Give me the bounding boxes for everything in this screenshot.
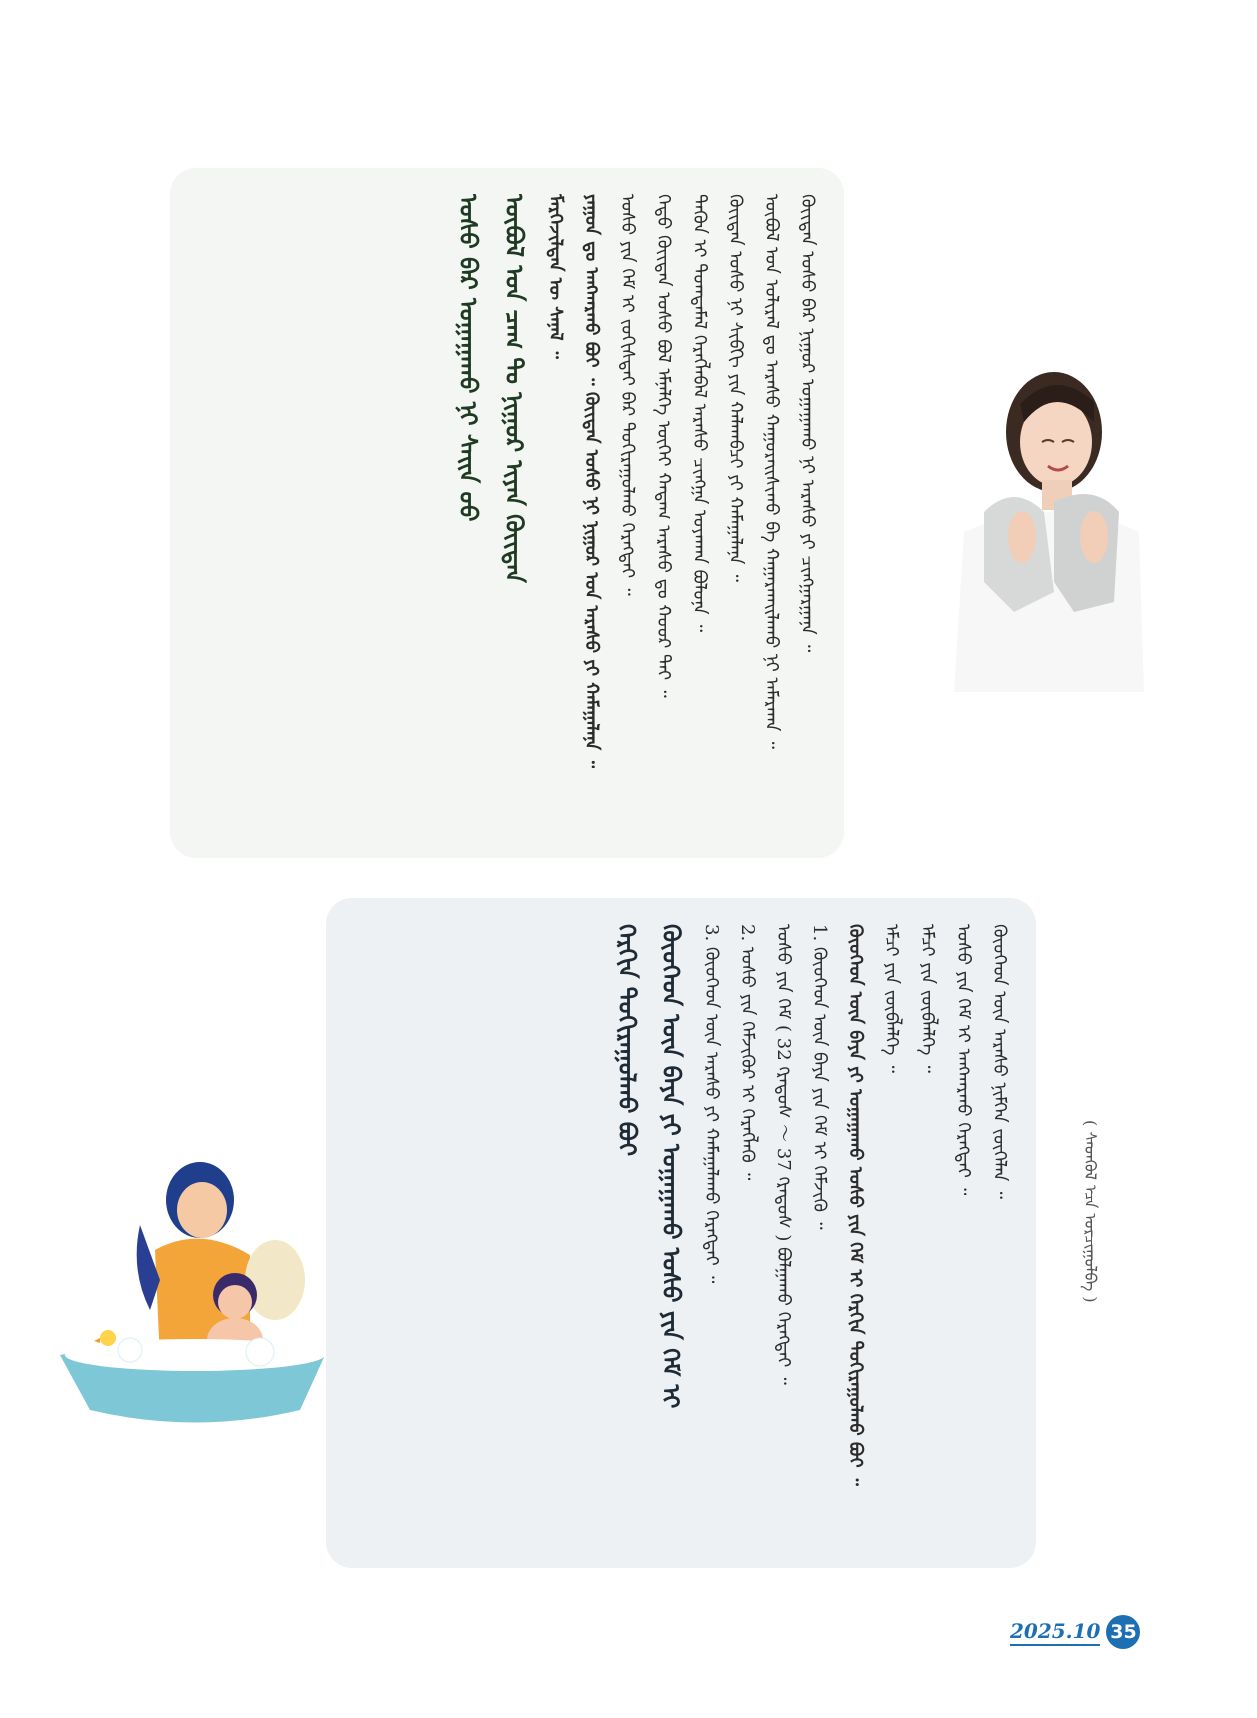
article-title-line: ᠤᠰᠤ ᠪᠠᠷ ᠤᠭᠠᠭᠠᠬᠤ ᠨᠢ ᠰᠠᠢᠨ ᠦᠦ (454, 194, 483, 522)
paragraph-line: 1. ᠬᠦᠦᠬᠡᠳ ᠦᠨ ᠪᠡᠶᠡ ᠶᠢᠨ ᠬᠡᠮ ᠢ ᠬᠡᠮᠵᠢᠬᠦ ᠃ (809, 924, 830, 1230)
article-title-line: ᠥᠪᠦᠯ ᠤᠨ ᠴᠠᠭ ᠲᠤ ᠨᠢᠭᠤᠷ ᠢᠶᠡᠨ ᠬᠦᠢᠲᠡᠨ (500, 194, 529, 583)
article-panel-top (170, 168, 844, 858)
paragraph-line: ᠲᠡᠭᠦᠨ ᠢ ᠲᠤᠭᠲᠠᠮᠠᠯ ᠬᠡᠷᠡᠭᠯᠡᠪᠡᠯ ᠠᠷᠠᠰᠤ ᠴᠢᠩᠭᠠ ᠤᠶᠠᠬᠠᠨ ᠪᠣᠯᠣᠨᠠ ᠃ (689, 194, 710, 633)
paragraph-line: ᠬᠦᠢᠲᠡᠨ ᠤᠰᠤ ᠨᠢ ᠰᠢᠪᠬᠢ ᠶᠢᠨ ᠬᠠᠯᠬᠠᠪᠴᠢ ᠶᠢ ᠬᠠᠮᠠᠭᠠᠯᠠᠨᠠ ᠃ (725, 194, 746, 583)
baby-bath-illustration (60, 1130, 330, 1440)
paragraph-line: ᠤᠰᠤ ᠶᠢᠨ ᠬᠡᠮ ᠢ ᠵᠣᠬᠢᠰᠲᠠᠢ ᠪᠡᠷ ᠲᠣᠬᠢᠷᠠᠭᠤᠯᠬᠤ ᠬᠡᠷᠡᠭᠲᠡᠢ ᠃ (617, 194, 638, 596)
paragraph-line: ᠤᠰᠤ ᠶᠢᠨ ᠬᠡᠮ ᠢ ᠠᠩᠬᠠᠷᠬᠤ ᠬᠡᠷᠡᠭᠲᠡᠢ ᠃ (953, 924, 974, 1196)
source-caption: ( ᠰᠡᠳᠬᠦᠯ ᠡᠴᠡ ᠣᠷᠴᠢᠭᠤᠯᠪᠠ ) (1081, 1120, 1100, 1303)
paragraph-line: ᠡᠮᠴᠢ ᠶᠢᠨ ᠵᠥᠪᠯᠡᠯᠭᠡ ᠃ (917, 924, 938, 1073)
paragraph-line: ᠥᠪᠦᠯ ᠤᠨ ᠤᠯᠢᠷᠠᠯ ᠳᠤ ᠠᠷᠠᠰᠤ ᠬᠠᠭᠤᠷᠠᠢᠰᠢᠬᠤ ᠪᠠ ᠬᠠᠭᠠᠷᠬᠠᠢᠯᠠᠬᠤ ᠨᠢ ᠠᠮᠠᠷᠬᠠᠨ ᠃ (761, 194, 782, 749)
article-title-line: ᠬᠦᠦᠬᠡᠳ ᠦᠨ ᠪᠡᠶᠡ ᠶᠢ ᠤᠭᠠᠭᠠᠬᠤ ᠤᠰᠤ ᠶᠢᠨ ᠬᠡᠮ ᠢ (657, 924, 686, 1409)
page-number: 35 (1106, 1615, 1140, 1649)
article-panel-bottom (326, 898, 1036, 1568)
paragraph-line: ᠡᠮᠴᠢ ᠶᠢᠨ ᠵᠥᠪᠯᠡᠯᠭᠡ ᠃ (881, 924, 902, 1073)
paragraph-line: ᠤᠰᠤ ᠶᠢᠨ ᠬᠡᠮ ( 32 ᠭᠷᠠᠳᠤᠰ ～ 37 ᠭᠷᠠᠳᠤᠰ ) ᠪᠣᠯᠭᠠᠬᠤ ᠬᠡᠷᠡᠭᠲᠡᠢ ᠃ (773, 924, 794, 1385)
paragraph-line: ᠬᠦᠦᠬᠡᠳ ᠦᠨ ᠠᠷᠠᠰᠤ ᠨᠢᠮᠭᠡᠨ ᠵᠦᠭᠡᠯᠡᠨ ᠃ (989, 924, 1010, 1200)
woman-with-towel-photo (944, 362, 1144, 692)
paragraph-line: ᠬᠦᠢᠲᠡᠨ ᠤᠰᠤ ᠪᠠᠷ ᠨᠢᠭᠤᠷ ᠤᠭᠠᠭᠠᠬᠤ ᠨᠢ ᠠᠷᠠᠰᠤ ᠶᠢ ᠴᠢᠩᠭᠠᠷᠭᠠᠨᠠ ᠃ (797, 194, 818, 653)
issue-date: 2025.10 (1010, 1619, 1100, 1646)
paragraph-line: 3. ᠬᠦᠦᠬᠡᠳ ᠦᠨ ᠠᠷᠠᠰᠤ ᠶᠢ ᠬᠠᠮᠠᠭᠠᠯᠠᠬᠤ ᠬᠡᠷᠡᠭᠲᠡᠢ ᠃ (701, 924, 722, 1284)
paragraph-line: 2. ᠤᠰᠤ ᠶᠢᠨ ᠬᠡᠮᠵᠢᠭᠦᠷ ᠢ ᠬᠡᠷᠡᠭᠯᠡᠬᠦ ᠃ (737, 924, 758, 1181)
page-footer (1010, 1615, 1140, 1649)
paragraph-line: ᠮᠡᠷᠭᠡᠵᠢᠯᠲᠡᠨ ᠦ ᠰᠠᠨᠠᠯ ᠃ (545, 194, 566, 359)
paragraph-line: ᠬᠦᠦᠬᠡᠳ ᠦᠨ ᠪᠡᠶᠡ ᠶᠢ ᠤᠭᠠᠭᠠᠬᠤ ᠤᠰᠤ ᠶᠢᠨ ᠬᠡᠮ ᠢ ᠬᠡᠷᠬᠢᠨ ᠲᠣᠬᠢᠷᠠᠭᠤᠯᠬᠤ ᠪᠤᠢ ᠃ (845, 924, 866, 1486)
article-title-line: ᠬᠡᠷᠬᠢᠨ ᠲᠣᠬᠢᠷᠠᠭᠤᠯᠬᠤ ᠪᠤᠢ (613, 924, 642, 1157)
paragraph-line: ᠶᠠᠭᠤᠨ ᠳᠤ ᠠᠩᠬᠠᠷᠬᠤ ᠪᠤᠢ ᠃ ᠬᠦᠢᠲᠡᠨ ᠤᠰᠤ ᠨᠢ ᠨᠢᠭᠤᠷ ᠤᠨ ᠠᠷᠠᠰᠤ ᠶᠢ ᠬᠠᠮᠠᠭᠠᠯᠠᠨᠠ ᠃ (581, 194, 602, 769)
paragraph-line: ᠬᠡᠲᠦ ᠬᠦᠢᠲᠡᠨ ᠤᠰᠤ ᠪᠤᠯ ᠡᠮᠨᠡᠯᠭᠡ ᠦᠭᠡᠢ ᠬᠠᠳᠠᠭ ᠠᠷᠠᠰᠤ ᠳᠤ ᠬᠣᠣᠷ ᠲᠠᠢ ᠃ (653, 194, 674, 698)
